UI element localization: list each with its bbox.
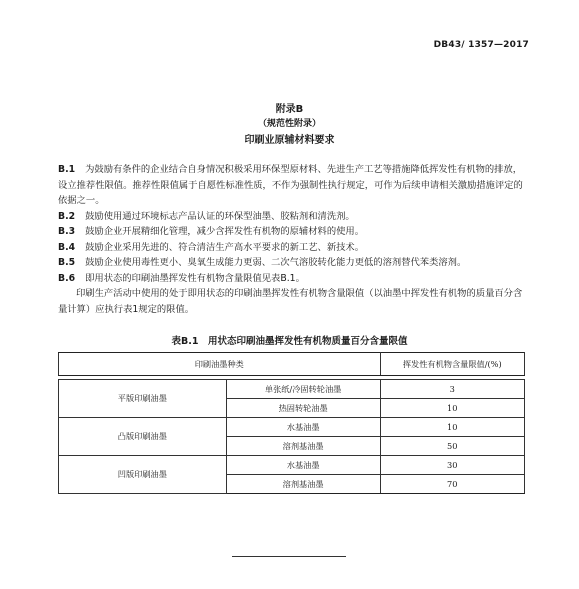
ink-category: 平版印刷油墨 — [59, 380, 227, 418]
limit-value: 50 — [380, 437, 524, 456]
clause-number: B.2 — [58, 210, 76, 222]
limit-value: 10 — [380, 399, 524, 418]
ink-subtype: 溶剂基油墨 — [226, 475, 380, 494]
document-code: DB43/ 1357—2017 — [433, 40, 529, 50]
body-paragraph: 印刷生产活动中使用的处于即用状态的印刷油墨挥发性有机物含量限值（以油墨中挥发性有机物的质量百分含量计算）应执行表1规定的限值。 — [58, 288, 523, 315]
clause-b3 — [58, 224, 526, 240]
limit-value: 70 — [380, 475, 524, 494]
clause-list — [58, 162, 526, 317]
header-limit: 挥发性有机物含量限值/(%) — [380, 353, 524, 376]
clause-text: 鼓励使用通过环境标志产品认证的环保型油墨、胶粘剂和清洗剂。 — [85, 210, 355, 222]
ink-subtype: 水基油墨 — [226, 418, 380, 437]
clause-text: 为鼓励有条件的企业结合自身情况积极采用环保型原材料、先进生产工艺等措施降低挥发性有机物的排放，设立推荐性限值。推荐性限值属于自愿性标准性质，不作为强制性执行规定，可作为后续申请相关激励措施评定的依据之一。 — [58, 164, 523, 206]
footer-divider — [232, 556, 346, 557]
ink-subtype: 热固转轮油墨 — [226, 399, 380, 418]
table-row — [59, 456, 525, 475]
clause-number: B.5 — [58, 257, 76, 268]
table-row — [59, 418, 525, 437]
voc-limits-table — [58, 352, 525, 494]
clause-text: 鼓励企业使用毒性更小、臭氧生成能力更弱、二次气溶胶转化能力更低的溶剂替代苯类溶剂。 — [85, 257, 467, 268]
ink-subtype: 溶剂基油墨 — [226, 437, 380, 456]
clause-text: 即用状态的印刷油墨挥发性有机物含量限值见表B.1。 — [85, 272, 305, 284]
appendix-subtitle: （规范性附录） — [257, 119, 321, 129]
ink-category: 凸版印刷油墨 — [59, 418, 227, 456]
clause-b5 — [58, 255, 526, 271]
ink-subtype: 水基油墨 — [226, 456, 380, 475]
clause-text: 鼓励企业开展精细化管理，减少含挥发性有机物的原辅材料的使用。 — [85, 226, 365, 237]
clause-text: 鼓励企业采用先进的、符合清洁生产高水平要求的新工艺、新技术。 — [85, 241, 365, 253]
table-caption: 表B.1 用状态印刷油墨挥发性有机物质量百分含量限值 — [171, 336, 408, 347]
appendix-heading: 印刷业原辅材料要求 — [244, 135, 335, 146]
clause-number: B.6 — [58, 272, 76, 284]
clause-b1 — [58, 162, 526, 209]
ink-subtype: 单张纸/冷固转轮油墨 — [226, 380, 380, 399]
clause-b6 — [58, 271, 526, 287]
clause-number: B.3 — [58, 226, 76, 237]
appendix-title: 附录B — [275, 104, 304, 115]
ink-category: 凹版印刷油墨 — [59, 456, 227, 494]
clause-b2 — [58, 209, 526, 225]
limit-value: 10 — [380, 418, 524, 437]
clause-number: B.1 — [58, 164, 76, 175]
header-ink-type: 印刷油墨种类 — [59, 353, 381, 376]
clause-number: B.4 — [58, 241, 76, 253]
limit-value: 3 — [380, 380, 524, 399]
table-header-row — [59, 353, 525, 376]
limit-value: 30 — [380, 456, 524, 475]
table-row — [59, 380, 525, 399]
clause-b4 — [58, 240, 526, 256]
